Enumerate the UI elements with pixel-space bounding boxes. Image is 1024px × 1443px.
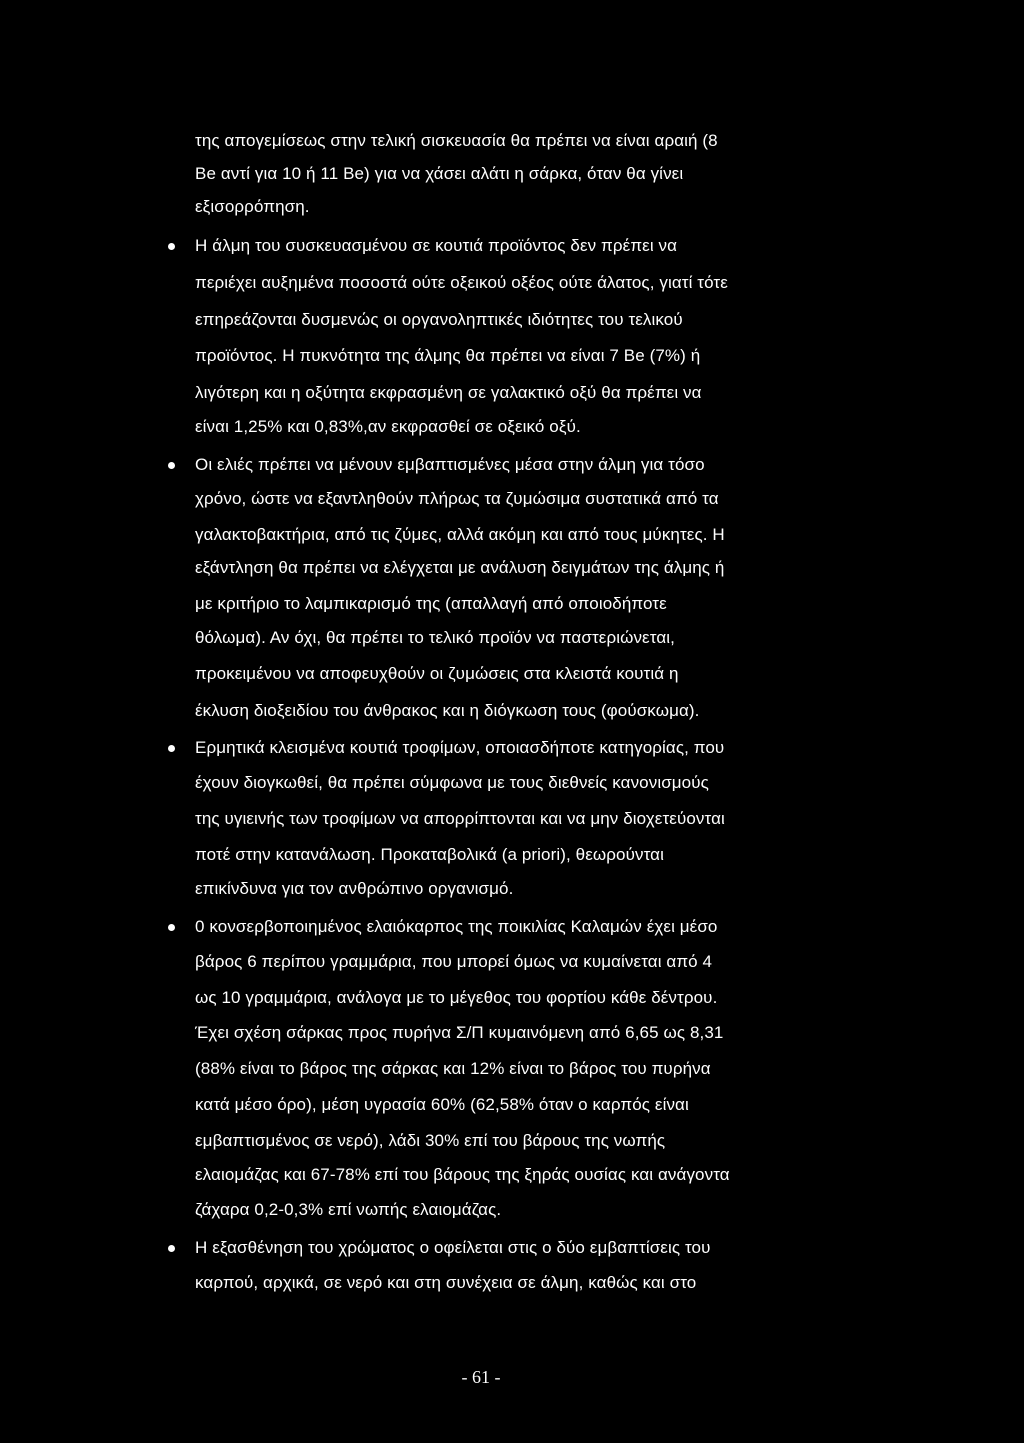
text-line: προϊόντος. Η πυκνότητα της άλμης θα πρέπει να είναι 7 Be (7%) ή <box>195 346 701 365</box>
text-line: ζάχαρα 0,2-0,3% επί νωπής ελαιομάζας. <box>195 1200 502 1219</box>
text-line: επικίνδυνα για τον ανθρώπινο οργανισμό. <box>195 879 514 898</box>
bullet-icon <box>168 1245 175 1252</box>
bullet-icon <box>168 243 175 250</box>
text-line: της υγιεινής των τροφίμων να απορρίπτονται και να μην διοχετεύονται <box>195 809 725 828</box>
text-line: θόλωμα). Αν όχι, θα πρέπει το τελικό προϊόν να παστεριώνεται, <box>195 628 675 647</box>
text-line: εξισορρόπηση. <box>195 197 310 216</box>
text-line: είναι 1,25% και 0,83%,αν εκφρασθεί σε οξεικό οξύ. <box>195 417 581 436</box>
text-line: επηρεάζονται δυσμενώς οι οργανοληπτικές ιδιότητες του τελικού <box>195 310 683 329</box>
text-line: ως 10 γραμμάρια, ανάλογα με το μέγεθος του φορτίου κάθε δέντρου. <box>195 988 718 1007</box>
text-line: εξάντληση θα πρέπει να ελέγχεται με ανάλυση δειγμάτων της άλμης ή <box>195 558 725 577</box>
text-line: ποτέ στην κατανάλωση. Προκαταβολικά (a priori), θεωρούνται <box>195 845 664 864</box>
text-line: 0 κονσερβοποιημένος ελαιόκαρπος της ποικιλίας Καλαμών έχει μέσο <box>195 917 718 936</box>
bullet-icon <box>168 462 175 469</box>
text-line: καρπού, αρχικά, σε νερό και στη συνέχεια σε άλμη, καθώς και στο <box>195 1273 697 1292</box>
text-line: γαλακτοβακτήρια, από τις ζύμες, αλλά ακόμη και από τους μύκητες. Η <box>195 525 725 544</box>
text-line: με κριτήριο το λαμπικαρισμό της (απαλλαγή από οποιοδήποτε <box>195 594 667 613</box>
text-line: Ερμητικά κλεισμένα κουτιά τροφίμων, οποιασδήποτε κατηγορίας, που <box>195 738 725 757</box>
page-number: - 61 - <box>461 1367 501 1387</box>
text-line: Η εξασθένηση του χρώματος ο οφείλεται στις ο δύο εμβαπτίσεις του <box>195 1238 711 1257</box>
text-line: Έχει σχέση σάρκας προς πυρήνα Σ/Π κυμαινόμενη από 6,65 ως 8,31 <box>195 1023 724 1042</box>
text-line: εμβαπτισμένος σε νερό), λάδι 30% επί του βάρους της νωπής <box>195 1131 666 1150</box>
text-line: χρόνο, ώστε να εξαντληθούν πλήρως τα ζυμώσιμα συστατικά από τα <box>195 489 719 508</box>
text-line: προκειμένου να αποφευχθούν οι ζυμώσεις στα κλειστά κουτιά η <box>195 664 679 683</box>
text-line: ελαιομάζας και 67-78% επί του βάρους της ξηράς ουσίας και ανάγοντα <box>195 1165 730 1184</box>
text-line: έχουν διογκωθεί, θα πρέπει σύμφωνα με τους διεθνείς κανονισμούς <box>195 773 709 792</box>
text-line: (88% είναι το βάρος της σάρκας και 12% είναι το βάρος του πυρήνα <box>195 1059 711 1078</box>
text-line: Be αντί για 10 ή 11 Be) για να χάσει αλάτι η σάρκα, όταν θα γίνει <box>195 164 684 183</box>
text-line: Η άλμη του συσκευασμένου σε κουτιά προϊόντος δεν πρέπει να <box>195 236 678 255</box>
bullet-icon <box>168 924 175 931</box>
bullet-icon <box>168 745 175 752</box>
text-line: βάρος 6 περίπου γραμμάρια, που μπορεί όμως να κυμαίνεται από 4 <box>195 952 713 971</box>
text-line: Οι ελιές πρέπει να μένουν εμβαπτισμένες μέσα στην άλμη για τόσο <box>195 455 705 474</box>
text-line: περιέχει αυξημένα ποσοστά ούτε οξεικού οξέος ούτε άλατος, γιατί τότε <box>195 273 728 292</box>
text-line: έκλυση διοξειδίου του άνθρακος και η διόγκωση τους (φούσκωμα). <box>195 701 700 720</box>
text-line: κατά μέσο όρο), μέση υγρασία 60% (62,58% όταν ο καρπός είναι <box>195 1095 689 1114</box>
text-line: λιγότερη και η οξύτητα εκφρασμένη σε γαλακτικό οξύ θα πρέπει να <box>195 383 702 402</box>
text-line: της απογεμίσεως στην τελική σισκευασία θα πρέπει να είναι αραιή (8 <box>195 131 718 150</box>
